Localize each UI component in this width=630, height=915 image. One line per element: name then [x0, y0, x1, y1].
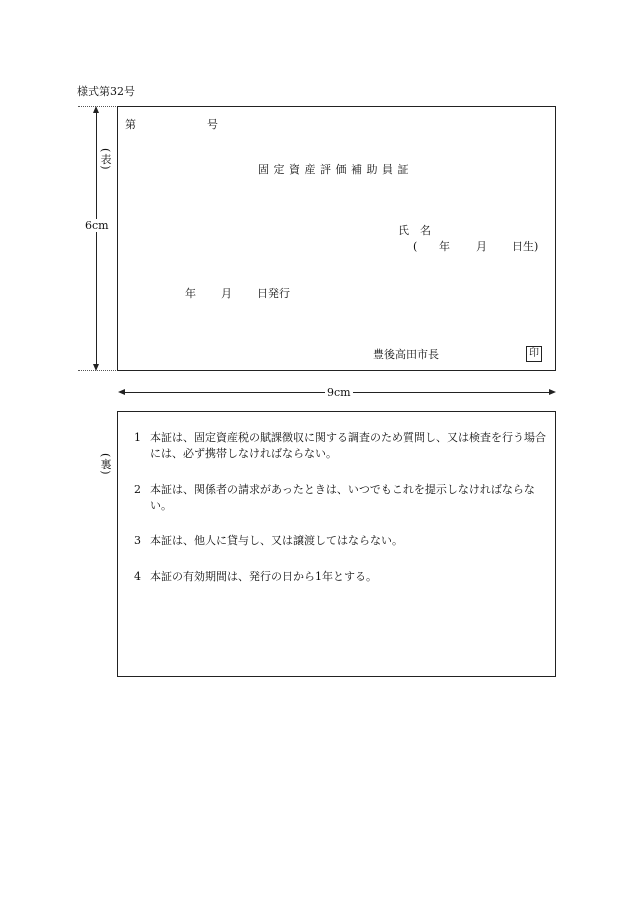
birth-open-paren: (: [413, 240, 418, 253]
issuer: 豊後高田市長: [373, 348, 439, 361]
front-card: [117, 106, 556, 371]
form-number: 様式第32号: [77, 85, 135, 98]
issue-day: 日発行: [257, 287, 290, 300]
name-label: 氏 名: [398, 224, 431, 237]
back-item-text: 本証の有効期間は、発行の日から1年とする。: [150, 570, 377, 583]
arrow-down-icon: [93, 364, 99, 371]
back-item-number: 4: [134, 570, 141, 583]
seal-mark: 印: [526, 346, 542, 362]
birth-day: 日生): [512, 240, 539, 253]
width-label: 9cm: [327, 386, 351, 399]
front-side-label: (表): [99, 148, 112, 171]
issue-year: 年: [185, 287, 196, 300]
issue-month: 月: [221, 287, 232, 300]
back-item: [134, 430, 554, 462]
birth-month: 月: [476, 240, 487, 253]
arrow-up-icon: [93, 106, 99, 113]
back-item-text: 本証は、関係者の請求があったときは、いつでもこれを提示しなければならない。: [150, 483, 535, 512]
back-side-label: (裏): [99, 453, 112, 476]
back-item: [134, 569, 554, 585]
number-suffix: 号: [207, 118, 218, 131]
back-item-text: 本証は、他人に貸与し、又は譲渡してはならない。: [150, 534, 403, 547]
back-item: [134, 482, 554, 514]
birth-year: 年: [439, 240, 450, 253]
back-item-number: 3: [134, 534, 141, 547]
back-item-number: 2: [134, 483, 141, 496]
back-item: [134, 533, 554, 549]
back-item-text: 本証は、固定資産税の賦課徴収に関する調査のため質問し、又は検査を行う場合には、必ず携帯しなければならない。: [150, 431, 546, 460]
back-item-number: 1: [134, 431, 141, 444]
height-label: 6cm: [85, 219, 109, 232]
number-prefix: 第: [125, 118, 136, 131]
card-title: 固定資産評価補助員証: [258, 163, 413, 176]
arrow-left-icon: [118, 389, 125, 395]
arrow-right-icon: [549, 389, 556, 395]
